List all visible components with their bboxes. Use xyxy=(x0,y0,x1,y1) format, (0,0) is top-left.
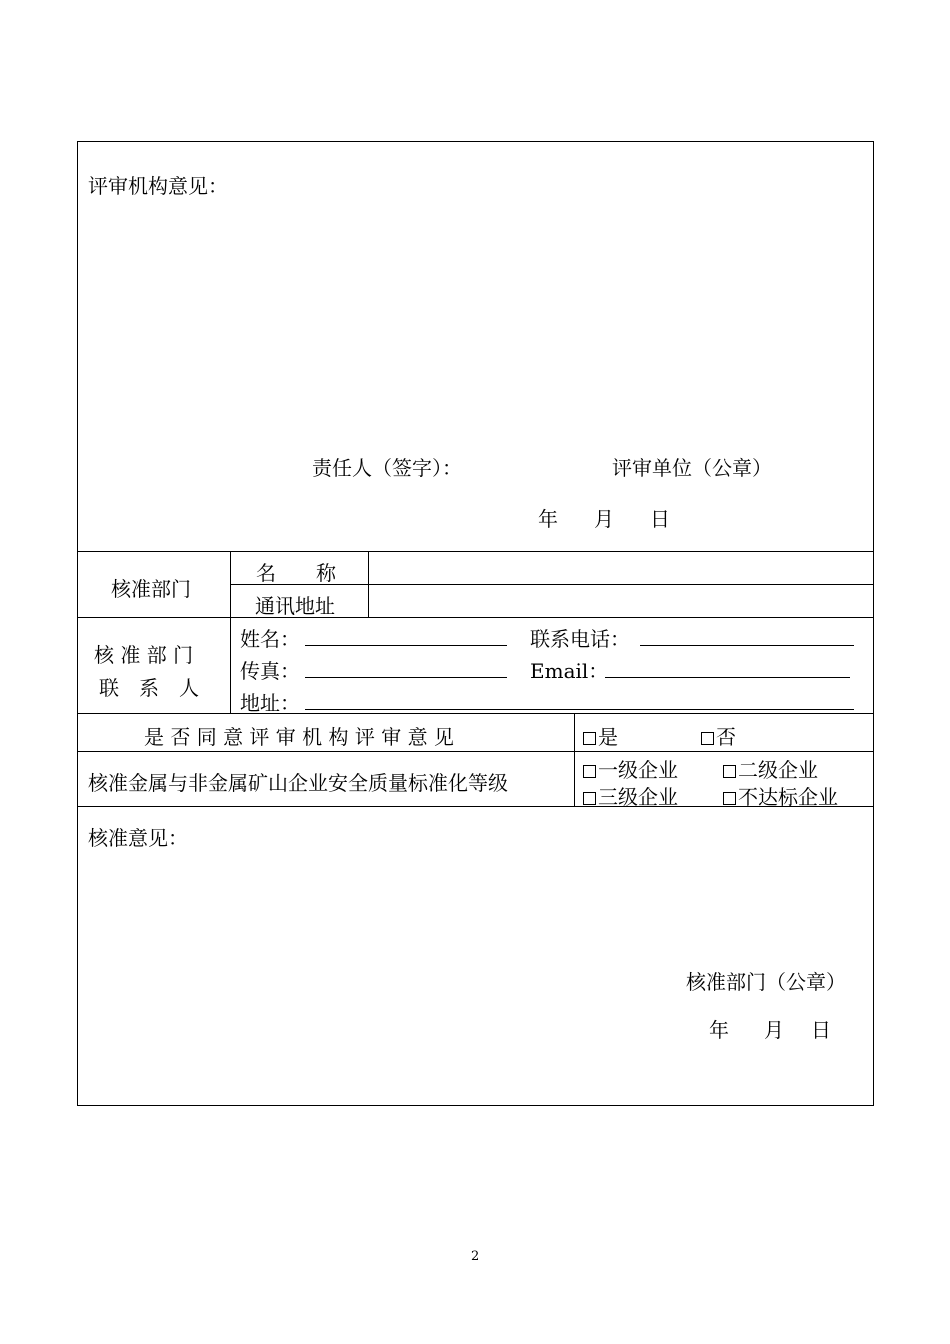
page-number: 2 xyxy=(471,1249,480,1264)
agree-yes-label: 是 xyxy=(598,725,618,749)
contact-fax-label: 传真： xyxy=(240,659,300,683)
contact-label-line1: 核 准 部 门 xyxy=(94,643,194,667)
checkbox-icon[interactable] xyxy=(583,765,596,778)
review-heading: 评审机构意见： xyxy=(88,174,228,198)
grade-option-3-label: 三级企业 xyxy=(598,785,678,809)
dept-address-label: 通讯地址 xyxy=(255,594,335,618)
row-divider xyxy=(77,551,874,552)
grade-option-4[interactable] xyxy=(723,781,838,810)
dept-name-field[interactable] xyxy=(378,557,864,583)
contact-email-label: Email： xyxy=(530,659,609,683)
dept-label: 核准部门 xyxy=(111,577,191,601)
approval-date-day: 日 xyxy=(811,1018,831,1042)
checkbox-icon[interactable] xyxy=(583,792,596,805)
agree-no-option[interactable] xyxy=(701,721,736,750)
checkbox-icon[interactable] xyxy=(723,765,736,778)
contact-address-label: 地址： xyxy=(240,691,300,715)
grade-option-4-label: 不达标企业 xyxy=(738,785,838,809)
agree-question: 是 否 同 意 评 审 机 构 评 审 意 见 xyxy=(144,725,454,749)
grade-option-1[interactable] xyxy=(583,754,678,783)
approval-dept-seal-label: 核准部门（公章） xyxy=(686,970,846,994)
grade-option-2[interactable] xyxy=(723,754,818,783)
contact-email-line[interactable] xyxy=(605,677,850,678)
approval-date-year: 年 xyxy=(709,1018,729,1042)
contact-name-label: 姓名： xyxy=(240,627,300,651)
contact-phone-line[interactable] xyxy=(640,645,854,646)
col-divider xyxy=(368,551,369,617)
contact-address-line[interactable] xyxy=(305,709,854,710)
grade-option-2-label: 二级企业 xyxy=(738,758,818,782)
responsible-signature-label: 责任人（签字）： xyxy=(312,456,462,480)
contact-name-line[interactable] xyxy=(305,645,507,646)
approval-heading: 核准意见： xyxy=(88,826,188,850)
dept-name-label: 名 称 xyxy=(256,561,336,585)
col-divider xyxy=(574,713,575,806)
grade-option-1-label: 一级企业 xyxy=(598,758,678,782)
agree-yes-option[interactable] xyxy=(583,721,618,750)
contact-phone-label: 联系电话： xyxy=(530,627,630,651)
row-divider xyxy=(77,751,874,752)
review-date-month: 月 xyxy=(594,507,614,531)
review-date-day: 日 xyxy=(650,507,670,531)
grade-question: 核准金属与非金属矿山企业安全质量标准化等级 xyxy=(88,771,508,795)
form-table xyxy=(77,141,874,1106)
grade-option-3[interactable] xyxy=(583,781,678,810)
agree-no-label: 否 xyxy=(716,725,736,749)
col-divider xyxy=(230,551,231,713)
dept-address-field[interactable] xyxy=(378,590,864,616)
contact-fax-line[interactable] xyxy=(305,677,507,678)
review-date-year: 年 xyxy=(538,507,558,531)
row-divider xyxy=(77,713,874,714)
checkbox-icon[interactable] xyxy=(701,732,714,745)
approval-date-month: 月 xyxy=(764,1018,784,1042)
contact-label-line2: 联 系 人 xyxy=(99,676,199,700)
row-divider xyxy=(77,617,874,618)
checkbox-icon[interactable] xyxy=(723,792,736,805)
review-unit-seal-label: 评审单位（公章） xyxy=(612,456,772,480)
checkbox-icon[interactable] xyxy=(583,732,596,745)
